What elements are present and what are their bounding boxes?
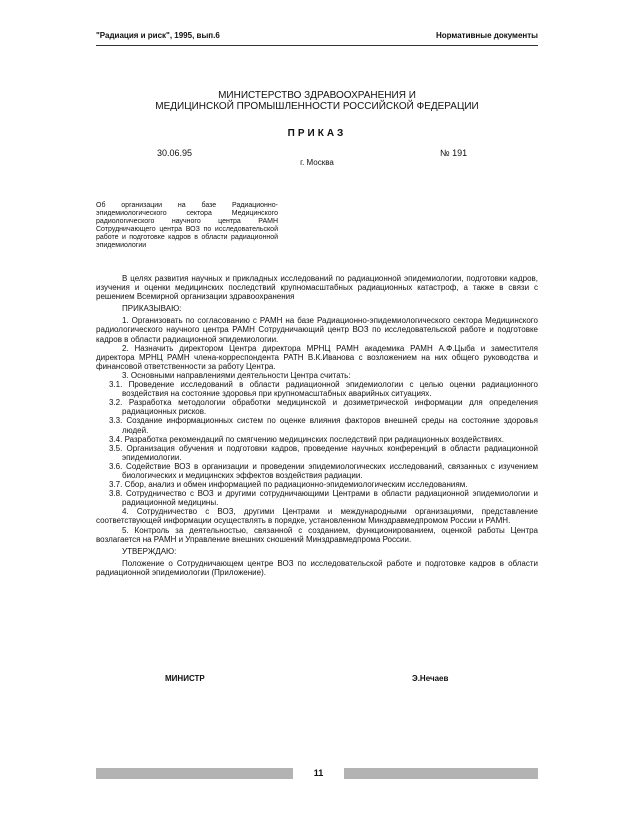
order-number: № 191 xyxy=(440,148,468,158)
order-title: ПРИКАЗ xyxy=(287,128,347,139)
order-label: ПРИКАЗЫВАЮ: xyxy=(122,304,182,314)
order-subject: Об организации на базе Радиационно-эпидемиологического сектора Медицинского радиологического научного центра РАМН Сотрудничающего центра ВОЗ по исследовательской работе и подготовке кадров в области радиационной эпидемиологии xyxy=(96,202,278,249)
signatory-title: МИНИСТР xyxy=(165,674,205,683)
paragraph-5: 5. Контроль за деятельностью, связанной с созданием, функционированием, оценкой работы Центра возлагается на РАМН и Управление внешних сношений Минздравмедпрома России. xyxy=(96,525,538,544)
header-divider xyxy=(96,45,538,46)
journal-title: "Радиация и риск", 1995, вып.6 xyxy=(96,31,220,40)
approve-text: Положение о Сотрудничающем центре ВОЗ по исследовательской работе и подготовке кадров в области радиационной эпидемиологии (Приложение). xyxy=(96,558,538,577)
signatory-name: Э.Нечаев xyxy=(412,674,449,683)
order-body xyxy=(96,274,538,577)
approve-label: УТВЕРЖДАЮ: xyxy=(122,546,177,556)
item-3-4: 3.4. Разработка рекомендаций по смягчению медицинских последствий при радиационных воздействиях. xyxy=(109,434,504,444)
ministry-name xyxy=(96,90,538,112)
running-header xyxy=(96,31,538,45)
paragraph-3: 3. Основными направлениями деятельности Центра считать: xyxy=(122,370,351,380)
page-number: 11 xyxy=(313,768,324,778)
item-3-8: 3.8. Сотрудничество с ВОЗ и другими сотрудничающими Центрами в области радиационной эпидемиологии и радиационной медицины. xyxy=(109,489,538,508)
item-3-7: 3.7. Сбор, анализ и обмен информацией по радиационно-эпидемиологическим исследованиям. xyxy=(109,480,468,490)
ministry-line-1: МИНИСТЕРСТВО ЗДРАВООХРАНЕНИЯ И xyxy=(218,90,416,101)
footer-bar-right xyxy=(344,768,538,779)
item-3-3: 3.3. Создание информационных систем по оценке влияния факторов внешней среды на состояние здоровья людей. xyxy=(109,416,538,435)
ministry-line-2: МЕДИЦИНСКОЙ ПРОМЫШЛЕННОСТИ РОССИЙСКОЙ ФЕДЕРАЦИИ xyxy=(155,101,479,112)
item-3-2: 3.2. Разработка методологии обработки медицинской и дозиметрической информации для определения радиационных рисков. xyxy=(109,398,538,417)
item-3-6: 3.6. Содействие ВОЗ в организации и проведении эпидемиологических исследований, связанных с изучением биологических и медицинских эффектов воздействия радиации. xyxy=(109,461,538,480)
item-3-5: 3.5. Организация обучения и подготовки кадров, проведение научных конференций в области радиационной эпидемиологии. xyxy=(109,443,538,462)
section-title: Нормативные документы xyxy=(435,31,538,40)
item-3-1: 3.1. Проведение исследований в области радиационной эпидемиологии с целью оценки радиационного воздействия на состояние здоровья при крупномасштабных аварийных ситуациях. xyxy=(109,380,538,399)
order-city: г. Москва xyxy=(300,158,334,167)
paragraph-1: 1. Организовать по согласованию с РАМН на базе Радиационно-эпидемиологического сектора Медицинского радиологического научного центра РАМН Сотрудничающий центр ВОЗ по исследовательской работе и подготовке кадров в области радиационной эпидемиологии. xyxy=(96,316,538,344)
intro-paragraph: В целях развития научных и прикладных исследований по радиационной эпидемиологии, подготовки кадров, изучения и оценки медицинских последствий крупномасштабных радиационных катастроф, а также в связи с решением Всемирной организации здравоохранения xyxy=(96,274,538,302)
footer-bar-left xyxy=(96,768,293,779)
order-date: 30.06.95 xyxy=(157,148,193,158)
paragraph-4: 4. Сотрудничество с ВОЗ, другими Центрами и международными организациями, представление соответствующей информации осуществлять в порядке, установленном Минздравмедпромом России и РАМН. xyxy=(96,507,538,526)
paragraph-2: 2. Назначить директором Центра директора МРНЦ РАМН академика РАМН А.Ф.Цыба и заместителя директора МРНЦ РАМН члена-корреспондента РАТН В.К.Иванова с возложением на них общего руководства и финансовой ответственности за работу Центра. xyxy=(96,343,538,371)
